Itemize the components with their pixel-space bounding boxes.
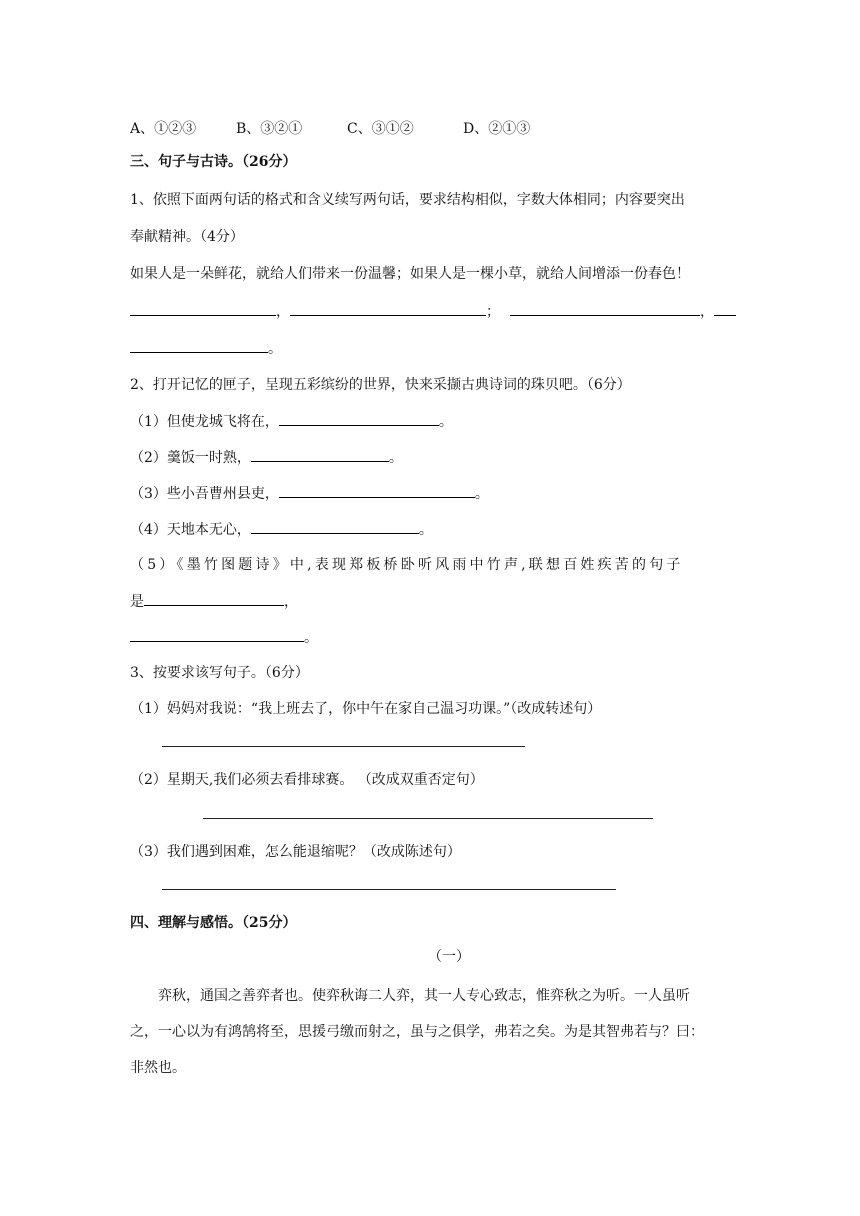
option-b: B、③②① bbox=[236, 121, 303, 137]
period: 。 bbox=[388, 450, 403, 466]
section3-title: 三、句子与古诗。（26分） bbox=[130, 154, 297, 170]
q2-item-5-line2 bbox=[130, 592, 298, 611]
passage-line-2: 之，一心以为有鸿鹄将至，思援弓缴而射之，虽与之俱学，弗若之矣。为是其智弗若与？曰： bbox=[130, 1024, 704, 1040]
answer-line[interactable] bbox=[203, 818, 653, 819]
q1-prompt-line2: 奉献精神。（4分） bbox=[130, 229, 244, 245]
q2-item-1-text: （1）但使龙城飞将在， bbox=[130, 414, 279, 430]
q2-item-4 bbox=[130, 520, 433, 539]
comma: ， bbox=[700, 304, 714, 320]
comma: ， bbox=[276, 304, 290, 320]
answer-blank[interactable] bbox=[130, 628, 304, 642]
option-d: D、②①③ bbox=[463, 121, 531, 137]
period: 。 bbox=[438, 414, 453, 430]
answer-blank[interactable] bbox=[510, 302, 700, 316]
semicolon: ； bbox=[486, 304, 500, 320]
period: 。 bbox=[268, 341, 282, 357]
passage-line-1: 弈秋，通国之善弈者也。使弈秋诲二人弈，其一人专心致志，惟弈秋之为听。一人虽听 bbox=[158, 988, 690, 1004]
period: 。 bbox=[418, 522, 433, 538]
q2-item-2 bbox=[130, 448, 403, 467]
section4-title: 四、理解与感悟。（25分） bbox=[130, 915, 297, 931]
q3-item-3: （3）我们遇到困难，怎么能退缩呢？（改成陈述句） bbox=[130, 844, 461, 860]
comma: ， bbox=[284, 594, 298, 610]
answer-blank[interactable] bbox=[251, 520, 419, 534]
q2-item-1 bbox=[130, 412, 453, 431]
answer-blank[interactable] bbox=[130, 302, 276, 316]
period: 。 bbox=[304, 630, 318, 646]
q2-item-5-text: 是 bbox=[130, 594, 144, 610]
answer-blank[interactable] bbox=[251, 448, 389, 462]
passage-subheading: （一） bbox=[428, 949, 470, 965]
q2-item-4-text: （4）天地本无心， bbox=[130, 522, 251, 538]
period: 。 bbox=[474, 486, 489, 502]
answer-blank[interactable] bbox=[279, 412, 439, 426]
q1-answer-line2 bbox=[130, 339, 282, 358]
answer-blank[interactable] bbox=[279, 484, 475, 498]
answer-blank[interactable] bbox=[130, 339, 268, 353]
q3-item-2: （2）星期天,我们必须去看排球赛。 （改成双重否定句） bbox=[130, 772, 484, 788]
answer-blank[interactable] bbox=[144, 592, 284, 606]
answer-line[interactable] bbox=[162, 889, 616, 890]
option-c: C、③①② bbox=[347, 121, 414, 137]
q2-item-3-text: （3）些小吾曹州县吏， bbox=[130, 486, 279, 502]
option-a: A、①②③ bbox=[130, 121, 197, 137]
q2-item-3 bbox=[130, 484, 489, 503]
q1-answer-line1 bbox=[130, 302, 736, 321]
q1-prompt-line1: 1、依照下面两句话的格式和含义续写两句话，要求结构相似，字数大体相同；内容要突出 bbox=[130, 192, 685, 208]
q2-item-5-line1: （5）《墨竹图题诗》中,表现郑板桥卧听风雨中竹声,联想百姓疾苦的句子 bbox=[130, 557, 684, 573]
passage-line-3: 非然也。 bbox=[130, 1060, 186, 1076]
answer-blank[interactable] bbox=[290, 302, 486, 316]
answer-blank[interactable] bbox=[714, 302, 736, 316]
q2-item-5-line3 bbox=[130, 628, 318, 647]
q3-item-1: （1）妈妈对我说：“我上班去了，你中午在家自己温习功课。”（改成转述句） bbox=[130, 701, 602, 717]
q3-prompt: 3、按要求该写句子。（6分） bbox=[130, 665, 309, 681]
answer-line[interactable] bbox=[162, 746, 525, 747]
q2-item-2-text: （2）羹饭一时熟， bbox=[130, 450, 251, 466]
q2-prompt: 2、打开记忆的匣子，呈现五彩缤纷的世界，快来采撷古典诗词的珠贝吧。（6分） bbox=[130, 377, 631, 393]
q1-example: 如果人是一朵鲜花，就给人们带来一份温馨；如果人是一棵小草，就给人间增添一份春色！ bbox=[130, 266, 690, 282]
